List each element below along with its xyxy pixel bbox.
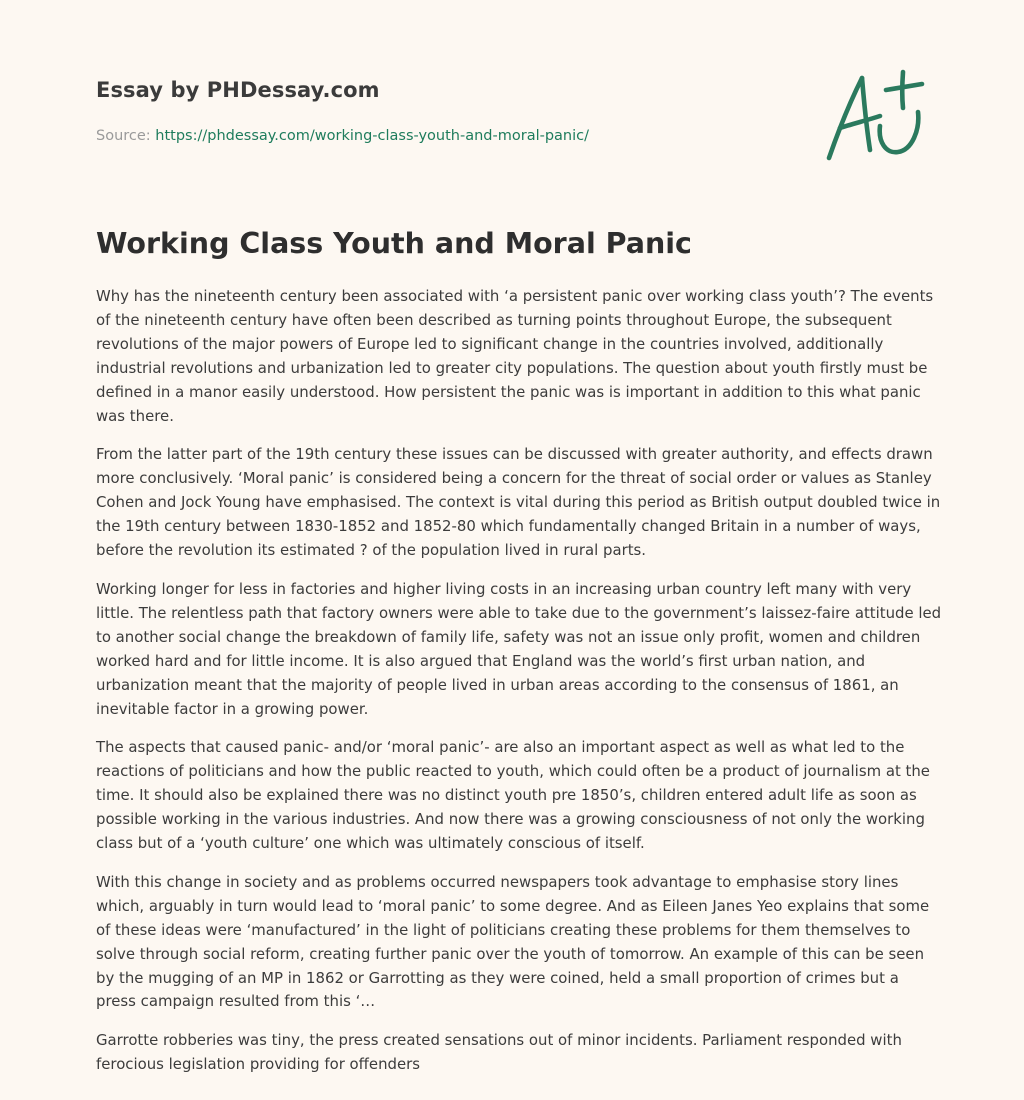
essay-title: Working Class Youth and Moral Panic: [96, 227, 692, 260]
essay-paragraph: With this change in society and as problems occurred newspapers took advantage to emphasise story lines which, arguably in turn would lead to ‘moral panic’ to some degree. And as Eileen Janes Yeo explains that some of these ideas were ‘manufactured’ in the light of politicians creating these problems for them themselves to solve through social reform, creating further panic over the youth of tomorrow. An example of this can be seen by the mugging of an MP in 1862 or Garrotting as they were coined, held a small proportion of crimes but a press campaign resulted from this ‘…: [96, 872, 930, 1011]
source-link[interactable]: https://phdessay.com/working-class-youth-and-moral-panic/: [155, 128, 590, 144]
a-plus-logo-icon: [820, 64, 930, 168]
site-brand: Essay by PHDessay.com: [96, 78, 380, 102]
essay-body: [96, 285, 942, 1092]
essay-paragraph: Why has the nineteenth century been associated with ‘a persistent panic over working class youth’? The events of the nineteenth century have often been described as turning points throughout Europe, the subsequent revolutions of the major powers of Europe led to significant change in the countries involved, additionally industrial revolutions and urbanization led to greater city populations. The question about youth firstly must be defined in a manor easily understood. How persistent the panic was is important in addition to this what panic was there.: [96, 287, 934, 425]
essay-paragraph: The aspects that caused panic- and/or ‘moral panic’- are also an important aspect as well as what led to the reactions of politicians and how the public reacted to youth, which could often be a product of journalism at the time. It should also be explained there was no distinct youth pre 1850’s, children entered adult life as soon as possible working in the various industries. And now there was a growing consciousness of not only the working class but of a ‘youth culture’ one which was ultimately conscious of itself.: [96, 738, 930, 853]
source-label: Source:: [96, 128, 151, 144]
page-header: [96, 74, 796, 146]
source-line: [96, 126, 796, 146]
essay-paragraph: From the latter part of the 19th century these issues can be discussed with greater authority, and effects drawn more conclusively. ‘Moral panic’ is considered being a concern for the threat of social order or values as Stanley Cohen and Jock Young have emphasised. The context is vital during this period as British output doubled twice in the 19th century between 1830-1852 and 1852-80 which fundamentally changed Britain in a number of ways, before the revolution its estimated ? of the population lived in rural parts.: [96, 445, 941, 560]
essay-paragraph: Working longer for less in factories and higher living costs in an increasing urban country left many with very little. The relentless path that factory owners were able to take due to the government’s laissez-faire attitude led to another social change the breakdown of family life, safety was not an issue only profit, women and children worked hard and for little income. It is also argued that England was the world’s first urban nation, and urbanization meant that the majority of people lived in urban areas according to the consensus of 1861, an inevitable factor in a growing power.: [96, 579, 942, 718]
essay-paragraph: Garrotte robberies was tiny, the press created sensations out of minor incidents. Parliament responded with ferocious legislation providing for offenders: [96, 1031, 902, 1074]
